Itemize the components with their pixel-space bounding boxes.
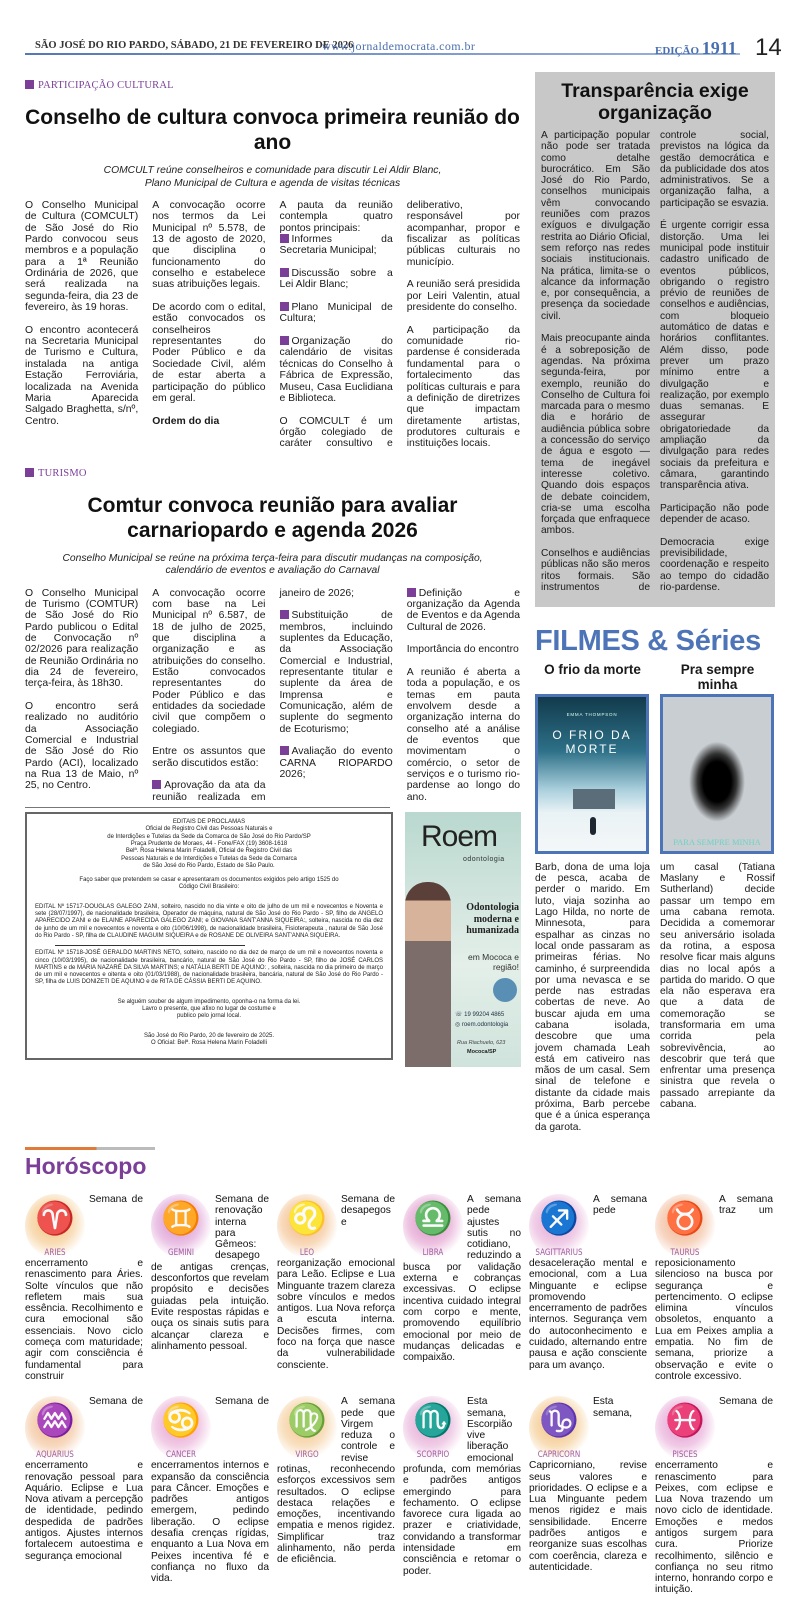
horoscope-text: Semana de encerramento e renovação pessoal para Aquário. Eclipse e Lua Nova ativam a percepção de identidade, pedindo despedida de padrões antigos. Ajustes internos fortalecem autoestima e segurança emocional xyxy=(25,1396,143,1562)
notice-entry: EDITAL Nº 15718-JOSÉ GERALDO MARTINS NETO, solteiro, nascido no dia dez de março de um mil e novecentos noventa e cinco (10/03/1995), de nacionalidade brasileira, bancário, natural de São José do Rio Pardo - SP, filho de JOSÉ CARLOS MARTINS e de MARIA NAZARÉ DA SILVA MARTINS; e NATÁLIA BERTI DE AQUINO: , solteira, nascida no dia primeiro de março de um mil e novecentos e oitenta e oito (01/03/1988), de nacionalidade brasileira, bancária, natural de São José do Rio Pardo - SP, filha de LUIS DONIZETI DE AQUINO e de RITA DE CÁSSIA BERTI DE AQUINO. xyxy=(35,950,383,986)
zodiac-label: LIBRA xyxy=(422,1247,444,1258)
notice-line: São José do Rio Pardo, 20 de fevereiro de 2025. xyxy=(143,1032,275,1039)
paragraph-text: A reunião será presidida por Leiri Valentin, atual presidente do conselho. xyxy=(406,279,520,314)
agenda-item-text: Plano Municipal de Cultura; xyxy=(279,302,393,325)
aries-zodiac-icon xyxy=(25,1194,85,1258)
paragraph-text: A participação da comunidade rio-pardense é considerada fundamental para o fortalecimento das políticas culturais e para a definição de diretrizes que impactam diretamente artistas, produtores culturais e instituições locais. xyxy=(406,324,520,450)
zodiac-label: AQUARIUS xyxy=(36,1450,74,1461)
horoscope-text: A semana pede que Virgem reduza o controle e revise rotinas, reconhecendo esforços excessivos sem resultados. O eclipse destaca relações e emoções, incentivando empatia e menos rigidez. Simplificar traz alinhamento, não perda de eficiência. xyxy=(277,1396,395,1566)
header-rule xyxy=(25,53,740,55)
edition-number: 1911 xyxy=(701,38,737,58)
agenda-item xyxy=(280,234,393,257)
films-list xyxy=(535,662,775,1133)
edition-text: EDIÇÃO xyxy=(655,45,700,57)
paragraph-text: O COMCULT é um órgão colegiado de caráter consultivo e deliberativo, responsável por acompanhar, propor e fiscalizar as políticas públicas culturais no município. xyxy=(279,200,520,450)
editorial-paragraph: É urgente corrigir essa distorção. Uma lei municipal pode instituir cadastro unificado de eventos públicos, obrigando o registro prévio de reuniões de conselhos e audiências, com bloqueio automático de datas e horários conflitantes. Além disso, pode prever um prazo mínimo entre a divulgação e realização, por exemplo duas semanas. E assegurar obrigatoriedade da ampliação da divulgação para redes sociais da prefeitura e câmara, garantindo transparência ativa. xyxy=(660,220,769,492)
horoscope-sign-libra xyxy=(403,1194,521,1382)
notice-header xyxy=(35,819,383,870)
horoscope-sign-aquarius xyxy=(25,1396,143,1596)
edition-label xyxy=(655,38,737,59)
zodiac-label: ARIES xyxy=(44,1247,66,1258)
paragraph xyxy=(407,279,520,313)
agenda-item xyxy=(280,610,393,735)
section-subhead xyxy=(152,416,265,427)
notice-line: Pessoas Naturais e de Interdições e Tutelas da Sede da Comarca xyxy=(121,855,297,862)
zodiac-glyph: ♎ xyxy=(413,1199,453,1236)
bullet-square-icon xyxy=(407,588,416,597)
kicker-text: TURISMO xyxy=(38,467,87,479)
film1-synopsis: Barb, dona de uma loja de pesca, acaba de perder o marido. Em luto, viaja sozinha ao Lago Hilda, no norte de Minnesota, para espalhar as cinzas no local onde passaram as primeiras férias. No caminho, é surpreendida por uma nevasca e se perde nas estradas cobertas de neve. Ao buscar ajuda em uma cabana isolada, descobre que uma jovem chamada Leah está em cativeiro nas mãos de um casal. Sem sinal de telefone e distante da cidade mais próxima, Barb percebe que é a única esperança da garota. xyxy=(535,861,650,1133)
zodiac-glyph: ♌ xyxy=(287,1199,327,1236)
agenda-item xyxy=(280,746,393,780)
poster1-title: O FRIO DA MORTE xyxy=(552,727,632,756)
film2-poster[interactable] xyxy=(660,694,774,854)
paragraph xyxy=(152,746,265,769)
zodiac-label: CAPRICORN xyxy=(537,1450,581,1461)
agenda-item-text: Avaliação do evento CARNA RIOPARDO 2026; xyxy=(279,746,393,781)
kicker-square-icon xyxy=(25,80,34,89)
editorial-box xyxy=(535,72,775,607)
tooth-icon xyxy=(493,978,517,1002)
editorial-body xyxy=(541,130,769,599)
zodiac-label: GEMINI xyxy=(168,1247,194,1258)
notice-line: Lavro o presente, que afixo no lugar de costume e xyxy=(142,1006,276,1013)
horoscope-text: A semana traz um reposicionamento silencioso na busca por segurança e pertencimento. O eclipse elimina vínculos obsoletos, enquanto a Lua em Peixes amplia a empatia. No fim de semana, priorize a observação e evite o controle excessivo. xyxy=(655,1193,773,1382)
poster1-figure xyxy=(590,817,596,835)
article2-subtitle: Conselho Municipal se reúne na próxima terça-feira para discutir mudanças na composição, calendário de eventos e avaliação do Carnaval xyxy=(62,552,483,577)
horoscope-sign-pisces xyxy=(655,1396,773,1596)
taurus-zodiac-icon xyxy=(655,1194,715,1258)
horoscope-sign-aries xyxy=(25,1194,143,1382)
main-content xyxy=(0,62,800,1133)
paragraph xyxy=(25,325,138,427)
notice-and-ad-row xyxy=(25,812,520,1067)
horoscope-text: Semana de encerramento e renascimento para Peixes, com eclipse e Lua Nova trazendo um novo ciclo de identidade. Emoções e medos antigos surgem para cura. Priorize recolhimento, silêncio e confiança no seu ritmo interno, honrando corpo e intuição. xyxy=(655,1396,773,1596)
divider xyxy=(55,945,245,946)
bullet-square-icon xyxy=(152,780,161,789)
zodiac-glyph: ♒ xyxy=(35,1402,75,1439)
sagittarius-zodiac-icon xyxy=(529,1194,589,1258)
zodiac-glyph: ♏ xyxy=(413,1402,453,1439)
zodiac-glyph: ♋ xyxy=(161,1402,201,1439)
paragraph xyxy=(25,701,138,792)
virgo-zodiac-icon xyxy=(277,1396,337,1460)
notice-intro: Faço saber que pretendem se casar e apresentaram os documentos exigidos pelo artigo 1525 do Código Civil Brasileiro: xyxy=(79,877,339,891)
paragraph xyxy=(25,200,138,313)
legal-notice xyxy=(25,812,393,1060)
horoscope-section xyxy=(0,1133,800,1616)
editorial-paragraph: Conselhos e audiências públicas não são meros ritos formais. São instrumentos de controle social, previstos na lógica da gestão democrática e da publicidade dos atos administrativos. Se a organização falha, a participação se esvazia. xyxy=(541,130,769,593)
article2-title: Comtur convoca reunião para avaliar carnariopardo e agenda 2026 xyxy=(87,493,458,542)
notice-signature xyxy=(35,1033,383,1048)
whatsapp-icon: ☏ xyxy=(455,1012,465,1019)
bullet-square-icon xyxy=(280,302,289,311)
aquarius-zodiac-icon xyxy=(25,1396,85,1460)
horoscope-sign-leo xyxy=(277,1194,395,1382)
zodiac-label: LEO xyxy=(299,1247,315,1258)
paragraph xyxy=(280,200,393,234)
ad-tagline: em Mococa e região! xyxy=(467,952,519,973)
ad-logo: Roem xyxy=(421,820,498,854)
notice-line: de Interdições e Tutelas da Sede da Comarca de São José do Rio Pardo/SP xyxy=(107,833,311,840)
horoscope-sign-sagittarius xyxy=(529,1194,647,1382)
zodiac-glyph: ♊ xyxy=(161,1199,201,1236)
ad-logo-sub: odontologia xyxy=(463,856,505,864)
ad-city: Mococa/SP xyxy=(467,1049,497,1056)
paragraph xyxy=(152,588,265,735)
page-number: 14 xyxy=(755,34,782,61)
leo-zodiac-icon xyxy=(277,1194,337,1258)
notice-entry: EDITAL Nº 15717-DOUGLAS GALEGO ZANI, solteiro, nascido no dia vinte e oito de julho de um mil e novecentos e Noventa e sete (28/07/1997), de nacionalidade brasileira, Operador de máquina, natural de São José do Rio Pardo - SP, filho de ANGELO APARECIDO ZANI e de ELAINE APARECIDA GALEGO ZANI; e GIOVANA SANT'ANNA SIQUEIRA:, solteira, nascida no dia dez de junho de um mil e novecentos e noventa e oito (10/06/1998), de nacionalidade brasileira, Fisioterapeuta , natural de São José do Rio Pardo - SP, filha de CLAUDINE MAGUIM SIQUEIRA e de ROSANE DE OLIVEIRA SANT'ANNA SIQUEIRA. xyxy=(35,903,383,939)
horoscope-text: Esta semana, Escorpião vive liberação emocional profunda, com memórias e padrões antigos emergindo para fechamento. O eclipse favorece cura ligada ao prazer e criatividade, convidando a transformar intensidade em consciência e retomar o poder. xyxy=(403,1396,521,1577)
pisces-zodiac-icon xyxy=(655,1396,715,1460)
page-header xyxy=(0,0,800,62)
agenda-item-text: Definição e organização da Agenda de Eventos e da Agenda Cultural de 2026. xyxy=(406,587,520,633)
paragraph-text: O encontro acontecerá na Secretaria Municipal de Turismo e Cultura, instalada na antiga Estação Ferroviária, localizada na Avenida Maria Aparecida Salgado Braghetta, s/nº, Centro. xyxy=(25,324,139,427)
notice-line: Oficial de Registro Civil das Pessoas Naturais e xyxy=(145,826,273,833)
instagram-icon: ◎ xyxy=(455,1022,462,1029)
notice-line: publico pelo jornal local. xyxy=(176,1013,242,1020)
paragraph-text: O Conselho Municipal de Turismo (COMTUR) de São José do Rio Pardo publicou o Edital de Convocação nº 02/2026 para realização de Reunião Ordinária no dia 24 de fevereiro, terça-feira, às 18h30. xyxy=(25,587,139,690)
agenda-item xyxy=(280,336,393,404)
left-column xyxy=(25,62,520,1067)
paragraph xyxy=(407,325,520,450)
notice-line: EDITAIS DE PROCLAMAS xyxy=(172,819,246,826)
scorpio-zodiac-icon xyxy=(403,1396,463,1460)
gemini-zodiac-icon xyxy=(151,1194,211,1258)
zodiac-label: SAGITTARIUS xyxy=(535,1247,583,1258)
ad-phone xyxy=(455,1012,504,1019)
horoscope-text: Esta semana, Capricorniano, revise seus valores e prioridades. O eclipse e a Lua Minguante pedem menos rigidez e mais sensibilidade. Encerre padrões antigos e reorganize suas escolhas com coerência, clareza e autenticidade. xyxy=(529,1396,647,1573)
zodiac-glyph: ♉ xyxy=(665,1199,705,1236)
paragraph-text: O Conselho Municipal de Cultura (COMCULT) de São José do Rio Pardo convocou seus membros e a população para a 1ª Reunião Ordinária de 2026, que será realizada na segunda-feira, dia 23 de fevereiro, às 19 horas. xyxy=(25,200,139,314)
zodiac-glyph: ♍ xyxy=(287,1402,327,1439)
article1-body xyxy=(25,200,520,450)
horoscope-title: Horóscopo xyxy=(25,1152,147,1179)
poster1-actor: EMMA THOMPSON xyxy=(566,711,618,717)
notice-line: Belª. Rosa Helena Marin Foladelli, Oficial de Registro Civil das xyxy=(125,848,293,855)
agenda-item-text: Substituição de membros, incluindo suplentes da Educação, da Associação Comercial e Industrial, representante titular e suplente da área de Imprensa e Comunicação, além de suplente do segmento de Ecoturismo; xyxy=(279,610,393,735)
horoscope-text: A semana pede ajustes sutis no cotidiano, reduzindo a busca por validação externa e cobranças excessivas. O eclipse incentiva cuidado integral com corpo e mente, promovendo equilíbrio emocional por meio de mudanças delicadas e compaixão. xyxy=(403,1193,521,1364)
paragraph-text: Importância do encontro xyxy=(406,644,519,656)
horoscope-text: Semana de encerramentos internos e expansão da consciência para Câncer. Emoções e padrões antigos emergem, pedindo liberação. O eclipse desafia crenças rígidas, enquanto a Lua Nova em Peixes incentiva fé e confiança no fluxo da vida. xyxy=(151,1396,269,1585)
right-column xyxy=(535,72,775,1133)
zodiac-label: SCORPIO xyxy=(416,1450,450,1461)
horoscope-sign-capricorn xyxy=(529,1396,647,1596)
paragraph xyxy=(152,200,265,291)
paragraph-text: Entre os assuntos que serão discutidos estão: xyxy=(152,746,266,769)
notice-line: Praça Prudente de Moraes, 44 - Fone/FAX (19) 3608-1618 xyxy=(130,840,288,847)
paragraph-text: A reunião é aberta a toda a população, e os temas em pauta envolvem desde a organização interna do conselho até a análise de eventos que movimentam o comércio, o setor de serviços e o turismo rio-pardense ao longo do ano. xyxy=(406,666,520,803)
horoscope-sign-cancer xyxy=(151,1396,269,1596)
zodiac-label: PISCES xyxy=(672,1450,698,1461)
header-website[interactable]: www.jornaldemocrata.com.br xyxy=(322,39,476,53)
paragraph xyxy=(152,302,265,404)
film2 xyxy=(660,662,775,1133)
zodiac-glyph: ♑ xyxy=(539,1402,579,1439)
article1-title: Conselho de cultura convoca primeira reunião do ano xyxy=(25,106,520,154)
editorial-paragraph: A participação popular não pode ser tratada como detalhe burocrático. Em São José do Rio Pardo, conselhos municipais vêm convocando reuniões com prazos exíguos e divulgação restrita ao Diário Oficial, sem reforço nas redes sociais institucionais. Na prática, limita-se o alcance da informação e, por consequência, a presença da sociedade civil. xyxy=(541,130,650,322)
divider xyxy=(25,807,390,808)
agenda-item-text: Informes da Secretaria Municipal; xyxy=(279,234,393,257)
horoscope-rule xyxy=(25,1147,155,1150)
editorial-title: Transparência exige organização xyxy=(561,80,749,124)
horoscope-sign-gemini xyxy=(151,1194,269,1382)
notice-line: Se alguém souber de algum impedimento, oponha-o na forma da lei. xyxy=(117,998,301,1005)
film1 xyxy=(535,662,650,1133)
zodiac-glyph: ♓ xyxy=(665,1402,705,1439)
bullet-square-icon xyxy=(280,268,289,277)
zodiac-glyph: ♐ xyxy=(539,1199,579,1236)
agenda-item xyxy=(280,302,393,325)
libra-zodiac-icon xyxy=(403,1194,463,1258)
paragraph xyxy=(407,667,520,803)
horoscope-text: Semana de renovação interna para Gêmeos: desapego de antigas crenças, desconfortos que revelam propósito e decisões guiadas pela intuição. Evite respostas rápidas e ouça os sinais sutis para alcançar clareza e alinhamento pessoal. xyxy=(151,1193,269,1352)
bullet-square-icon xyxy=(280,234,289,243)
editorial-paragraph: Mais preocupante ainda é a sobreposição de agendas. Na próxima segunda-feira, por exemplo, reunião do Conselho de Cultura foi marcada para o mesmo dia e horário de audiência pública sobre a concessão do serviço de água e esgoto — tema de inegável interesse coletivo. Quando dois espaços de debate coincidem, cria-se uma escolha forçada que enfraquece ambos. xyxy=(541,333,650,537)
bullet-square-icon xyxy=(280,610,289,619)
horoscope-grid xyxy=(25,1194,775,1596)
paragraph-text: Ordem do dia xyxy=(152,415,220,427)
film1-title: O frio da morte xyxy=(544,661,641,677)
film2-title: Pra sempre minha xyxy=(680,661,755,692)
paragraph-text: A convocação ocorre com base na Lei Municipal nº 6.587, de 18 de julho de 2025, que disciplina a organização e as atribuições do conselho. Estão convocados representantes do Poder Público e das entidades da sociedade civil que compõem o colegiado. xyxy=(152,587,266,735)
paragraph xyxy=(25,588,138,690)
header-date: SÃO JOSÉ DO RIO PARDO, SÁBADO, 21 DE FEVEREIRO DE 2026 xyxy=(35,40,354,51)
advertisement-roem[interactable] xyxy=(405,812,521,1067)
ad-instagram-text: roem.odontologia xyxy=(461,1022,509,1029)
horoscope-sign-scorpio xyxy=(403,1396,521,1596)
agenda-item xyxy=(407,588,520,633)
ad-phone-text: 19 99204 4865 xyxy=(464,1012,505,1019)
notice-line: O Oficial: Belª. Rosa Helena Marin Foladelli xyxy=(151,1039,267,1046)
film1-poster[interactable] xyxy=(535,694,649,854)
agenda-item-text: Organização do calendário de visitas técnicas do Conselho à Fábrica de Expressão, Museu, Casa Euclidiana e Biblioteca. xyxy=(279,336,393,404)
kicker-square-icon xyxy=(25,468,34,477)
article2-body xyxy=(25,588,520,804)
ad-person-image xyxy=(405,882,451,1067)
kicker-text: PARTICIPAÇÃO CULTURAL xyxy=(38,80,174,91)
bullet-square-icon xyxy=(280,746,289,755)
horoscope-text: Semana de desapegos e reorganização emocional para Leão. Eclipse e Lua Minguante trazem clareza sobre vínculos e medos antigos. Lua Nova reforça a escuta interna. Decisões firmes, com foco na força que nasce da vulnerabilidade consciente. xyxy=(277,1193,395,1371)
paragraph xyxy=(407,644,520,655)
article1-kicker xyxy=(25,80,520,91)
editorial-paragraph: Participação não pode depender de acaso. xyxy=(660,502,769,526)
poster1-cabin xyxy=(573,789,615,809)
horoscope-text: A semana pede desaceleração mental e emocional, com a Lua Minguante e eclipse promovendo encerramento de padrões internos. Segurança vem do autoconhecimento e cuidado, alternando entre pausa e ação consciente para um avanço. xyxy=(529,1193,647,1371)
zodiac-label: VIRGO xyxy=(295,1450,319,1461)
agenda-item-text: Discussão sobre a Lei Aldir Blanc; xyxy=(279,268,393,291)
films-section-title: FILMES & Séries xyxy=(535,624,761,657)
notice-closing xyxy=(35,999,383,1021)
ad-instagram xyxy=(455,1022,508,1029)
poster2-title: PARA SEMPRE MINHA xyxy=(673,836,761,847)
bullet-square-icon xyxy=(280,336,289,345)
ad-address: Rua Riachuelo, 623 xyxy=(457,1040,506,1047)
editorial-paragraph: Democracia exige previsibilidade, coordenação e respeito ao tempo do cidadão rio-pardense. xyxy=(660,536,769,593)
horoscope-sign-virgo xyxy=(277,1396,395,1596)
article1-subtitle: COMCULT reúne conselheiros e comunidade para discutir Lei Aldir Blanc, Plano Municipal de Cultura e agenda de visitas técnicas xyxy=(103,165,442,189)
horoscope-sign-taurus xyxy=(655,1194,773,1382)
cancer-zodiac-icon xyxy=(151,1396,211,1460)
paragraph-text: O encontro será realizado no auditório da Associação Comercial e Industrial de São José do Rio Pardo (ACI), localizado na Rua 13 de Maio, nº 25, no Centro. xyxy=(25,701,139,792)
zodiac-glyph: ♈ xyxy=(35,1199,75,1236)
capricorn-zodiac-icon xyxy=(529,1396,589,1460)
zodiac-label: CANCER xyxy=(166,1450,196,1461)
ad-headline: Odontologia moderna e humanizada xyxy=(466,902,519,937)
horoscope-text: Semana de encerramento e renascimento para Áries. Solte vínculos que não refletem mais sua essência. Recolhimento e cura emocional são essenciais. Novo ciclo começa com maturidade; agir com consciência é fundamental para construir xyxy=(25,1193,143,1382)
paragraph-text: De acordo com o edital, estão convocados os conselheiros representantes do Poder Público e da Sociedade Civil, além de estar aberta a participação do público em geral. xyxy=(152,302,266,404)
paragraph-text: A pauta da reunião contempla quatro pontos principais: xyxy=(279,200,393,234)
film2-synopsis: um casal (Tatiana Maslany e Rossif Sutherland) decide passar um tempo em uma cabana remota. Decidida a comemorar seu aniversário isolada da rotina, a esposa resolve ficar mais alguns dias no local após a partida do marido. O que ela não esperava era que a data de comemoração se transformaria em uma corrida pela sobrevivência, ao descobrir que terá que enfrentar uma presença sinistra que revela o passado arrepiante da cabana. xyxy=(660,861,775,1111)
agenda-item xyxy=(280,268,393,291)
agenda-item-text: Aprovação da ata da reunião realizada em janeiro de 2026; xyxy=(152,587,355,803)
notice-line: de São José do Rio Pardo, Estado de São Paulo. xyxy=(143,862,275,869)
article2-kicker xyxy=(25,468,520,479)
paragraph-text: A convocação ocorre nos termos da Lei Municipal nº 5.578, de 13 de agosto de 2020, que disciplina o funcionamento do conselho e estabelece suas atribuições legais. xyxy=(152,200,266,291)
zodiac-label: TAURUS xyxy=(670,1247,700,1258)
